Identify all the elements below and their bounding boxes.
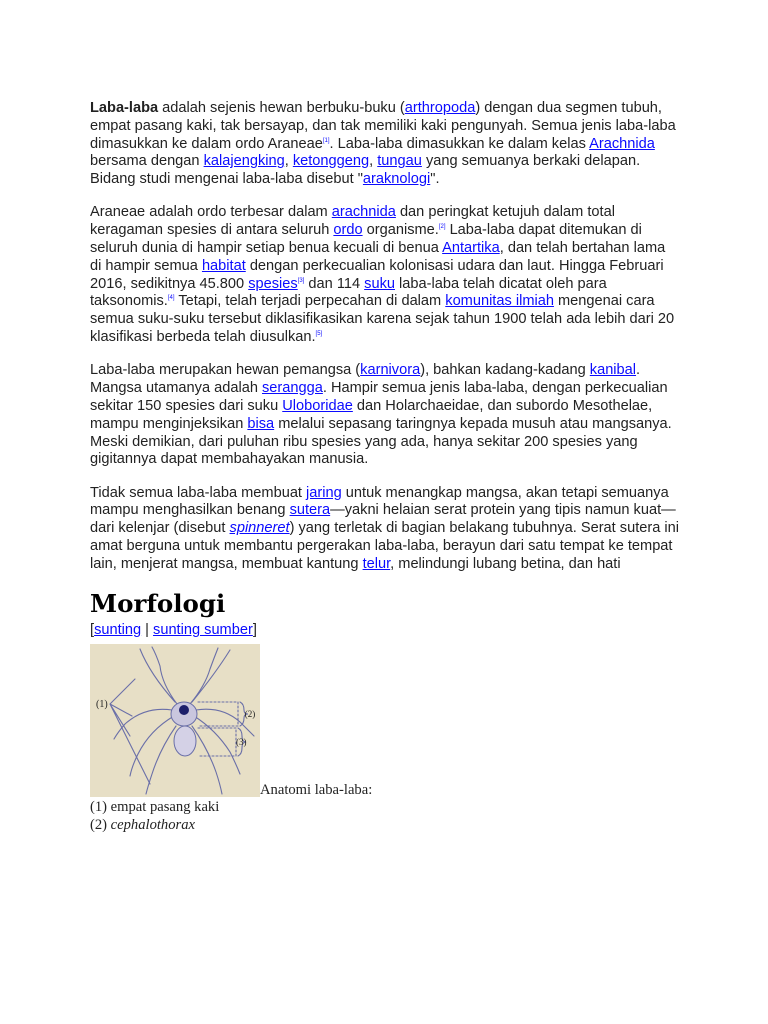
link-suku[interactable]: suku xyxy=(364,275,395,292)
section-edit-links xyxy=(90,622,680,640)
link-arachnida[interactable]: Arachnida xyxy=(589,135,655,152)
link-serangga[interactable]: serangga xyxy=(262,380,323,397)
link-ketonggeng[interactable]: ketonggeng xyxy=(292,153,370,170)
citation-4[interactable]: [4] xyxy=(167,295,175,302)
link-tungau[interactable]: tungau xyxy=(377,153,422,170)
text: mengenai cara semua suku-suku tersebut diklasifikasikan karena sejak tahun 1900 telah ada lebih dari 20 klasifikasi berbeda telah diusulkan. xyxy=(90,293,675,346)
bracket: ] xyxy=(252,622,257,639)
citation-3[interactable]: [3] xyxy=(297,277,305,284)
text: ), bahkan kadang-kadang xyxy=(420,362,590,379)
text: Tidak semua laba-laba membuat xyxy=(90,484,307,501)
link-kalajengking[interactable]: kalajengking xyxy=(203,153,285,170)
bracket: [ xyxy=(90,622,95,639)
text: dan Holarchaeidae, dan subordo Mesothelae, mampu menginjeksikan xyxy=(90,397,653,432)
text: Araneae adalah ordo terbesar dalam xyxy=(90,204,332,221)
link-karnivora[interactable]: karnivora xyxy=(360,362,421,379)
text: —yakni helaian serat protein yang tipis namun kuat—dari kelenjar (disebut xyxy=(90,502,676,537)
text: . Laba-laba dimasukkan ke dalam kelas xyxy=(329,135,590,152)
paragraph-intro xyxy=(90,100,680,189)
link-arachnida-2[interactable]: arachnida xyxy=(331,204,396,221)
text: dengan perkecualian kolonisasi udara dan laut. Hingga Februari 2016, sedikitnya 45.800 xyxy=(90,257,664,292)
text: dan peringkat ketujuh dalam total keragaman spesies di antara seluruh xyxy=(90,204,615,239)
text: , xyxy=(369,153,378,170)
link-bisa[interactable]: bisa xyxy=(247,415,275,432)
link-telur[interactable]: telur xyxy=(362,555,391,572)
figure-caption-line-2 xyxy=(90,816,680,834)
text: , xyxy=(284,153,293,170)
citation-2[interactable]: [2] xyxy=(438,224,446,231)
text: melalui sepasang taringnya kepada musuh atau mangsanya. Meski demikian, dari puluhan ribu spesies yang ada, hanya sekitar 200 spesies yang gigitannya dapat membahayakan manusia. xyxy=(90,415,672,468)
text: ". xyxy=(430,171,440,188)
text: yang semuanya berkaki delapan. Bidang studi mengenai laba-laba disebut " xyxy=(90,153,641,188)
text: bersama dengan xyxy=(90,153,204,170)
link-habitat[interactable]: habitat xyxy=(201,257,246,274)
citation-5[interactable]: [5] xyxy=(315,331,323,338)
link-araknologi[interactable]: araknologi xyxy=(362,171,431,188)
text: . Mangsa utamanya adalah xyxy=(90,362,641,397)
link-spesies[interactable]: spesies xyxy=(248,275,298,292)
link-spinneret[interactable]: spinneret xyxy=(229,520,290,537)
caption-number: (2) xyxy=(90,816,111,833)
term-bold: Laba-laba xyxy=(90,100,159,116)
text: Tetapi, telah terjadi perpecahan di dalam xyxy=(174,293,446,310)
edit-link[interactable]: sunting xyxy=(94,622,142,639)
text: ) yang terletak di bagian belakang tubuhnya. Serat sutera ini amat berguna untuk membantu pergerakan laba-laba, berayun dari satu tempat ke tempat lain, menjerat mangsa, membuat kantung xyxy=(90,520,679,572)
figure-label-1: (1) xyxy=(96,698,108,710)
link-uloboridae[interactable]: Uloboridae xyxy=(282,397,353,414)
caption-term: cephalothorax xyxy=(110,816,195,833)
figure-caption-title: Anatomi laba-laba: xyxy=(260,781,373,798)
paragraph-predator xyxy=(90,362,680,469)
text: , melindungi lubang betina, dan hati xyxy=(390,555,621,572)
separator: | xyxy=(141,622,154,639)
link-arthropoda[interactable]: arthropoda xyxy=(404,100,476,116)
section-heading-morfologi: Morfologi xyxy=(90,589,226,619)
link-kanibal[interactable]: kanibal xyxy=(589,362,637,379)
text: organisme. xyxy=(362,222,439,239)
text: laba-laba telah dicatat oleh para taksonomis. xyxy=(90,275,607,310)
paragraph-araneae xyxy=(90,204,680,346)
figure-anatomy xyxy=(90,644,680,798)
spider-anatomy-image[interactable] xyxy=(90,644,260,797)
text: Laba-laba merupakan hewan pemangsa ( xyxy=(90,362,361,379)
text: untuk menangkap mangsa, akan tetapi semuanya mampu menghasilkan benang xyxy=(90,484,669,519)
paragraph-silk xyxy=(90,485,680,574)
figure-label-2: (2) xyxy=(244,708,256,719)
link-antartika[interactable]: Antartika xyxy=(442,240,500,257)
text: Laba-laba dapat ditemukan di seluruh dunia di hampir setiap benua kecuali di benua xyxy=(90,222,642,257)
citation-1[interactable]: [1] xyxy=(322,137,330,144)
link-ordo[interactable]: ordo xyxy=(333,222,363,239)
figure-label-3: (3) xyxy=(236,736,247,747)
article-content xyxy=(90,100,680,834)
text: . Hampir semua jenis laba-laba, dengan perkecualian sekitar 150 spesies dari suku xyxy=(90,380,668,414)
text: dan 114 xyxy=(304,275,365,292)
edit-source-link[interactable]: sunting sumber xyxy=(153,622,253,639)
text: ) dengan dua segmen tubuh, empat pasang kaki, tak bersayap, dan tak memiliki kaki pengunyah. Semua jenis laba-laba dimasukkan ke dalam ordo Araneae xyxy=(90,100,676,152)
link-jaring[interactable]: jaring xyxy=(306,484,342,501)
link-komunitas-ilmiah[interactable]: komunitas ilmiah xyxy=(445,293,554,310)
link-sutera[interactable]: sutera xyxy=(289,502,331,519)
text: adalah sejenis hewan berbuku-buku ( xyxy=(158,100,405,116)
text: , dan telah bertahan lama di hampir semua xyxy=(90,240,666,274)
figure-caption-line-1: (1) empat pasang kaki xyxy=(90,798,220,815)
